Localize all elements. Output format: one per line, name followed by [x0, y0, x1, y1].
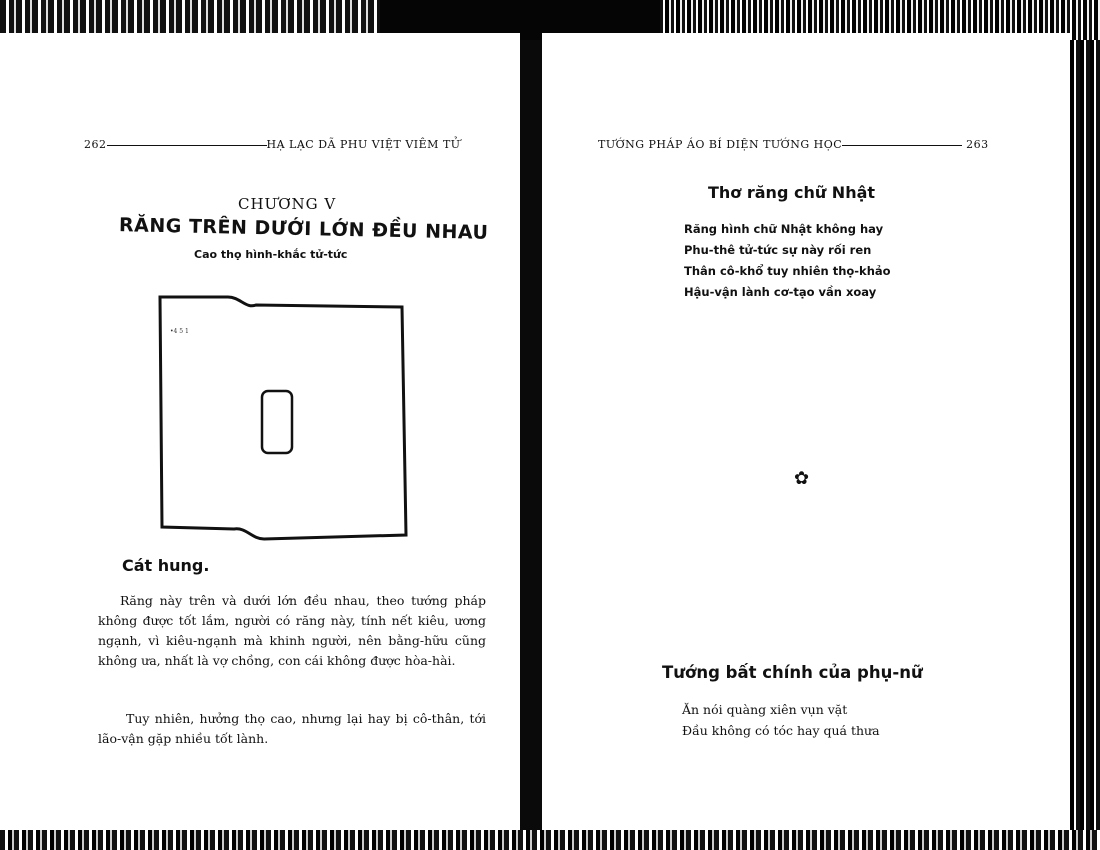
header-rule [107, 145, 267, 146]
scan-border-top-left [0, 0, 380, 33]
poem-line: Răng hình chữ Nhật không hay [684, 222, 884, 236]
right-page [542, 33, 1070, 832]
chapter-title: RĂNG TRÊN DƯỚI LỚN ĐỀU NHAU [118, 214, 489, 244]
poem [684, 219, 891, 303]
right-page-header [598, 138, 989, 151]
poem-title: Thơ răng chữ Nhật [708, 183, 876, 202]
book-gutter [520, 40, 542, 840]
chapter-subtitle: Cao thọ hình-khắc tử-tức [194, 248, 348, 261]
left-page-header [84, 138, 461, 151]
body-paragraph-1: Răng này trên và dưới lớn đều nhau, theo tướng pháp không được tốt lắm, người có răng này, tính nết kiêu, ương ngạnh, vì kiêu-ngạnh mà khinh người, nên bằng-hữu cũng không ưa, nhất là vợ chồng, con cái không được hòa-hài. [98, 593, 486, 668]
left-running-title: HẠ LẠC DÃ PHU VIỆT VIÊM TỬ [266, 138, 461, 151]
left-page [6, 33, 520, 832]
left-section-heading: Cát hung. [122, 556, 210, 575]
scan-border-bottom [0, 830, 1100, 850]
verse-line: Ăn nói quàng xiên vụn vặt [682, 702, 848, 717]
poem-line: Phu-thê tử-tức sự này rối ren [684, 243, 872, 257]
verse-line: Đầu không có tóc hay quá thưa [682, 723, 880, 738]
flower-ornament-icon: ✿ [794, 468, 810, 489]
svg-text:•4 5 1: •4 5 1 [170, 328, 189, 335]
header-rule [842, 145, 962, 146]
teeth-diagram [156, 295, 408, 543]
right-section-heading: Tướng bất chính của phụ-nữ [662, 663, 923, 682]
chapter-label: CHƯƠNG V [238, 195, 337, 213]
right-page-number: 263 [966, 138, 989, 151]
scan-border-right [1070, 40, 1100, 840]
poem-line: Hậu-vận lành cơ-tạo vần xoay [684, 285, 877, 299]
verse [682, 699, 880, 741]
left-page-number: 262 [84, 138, 107, 151]
body-paragraph-2: Tuy nhiên, hưởng thọ cao, nhưng lại hay bị cô-thân, tới lão-vận gặp nhiều tốt lành. [98, 711, 486, 746]
poem-line: Thân cô-khổ tuy nhiên thọ-khảo [684, 264, 891, 278]
right-running-title: TƯỚNG PHÁP ÁO BÍ DIỆN TƯỚNG HỌC [598, 138, 843, 151]
